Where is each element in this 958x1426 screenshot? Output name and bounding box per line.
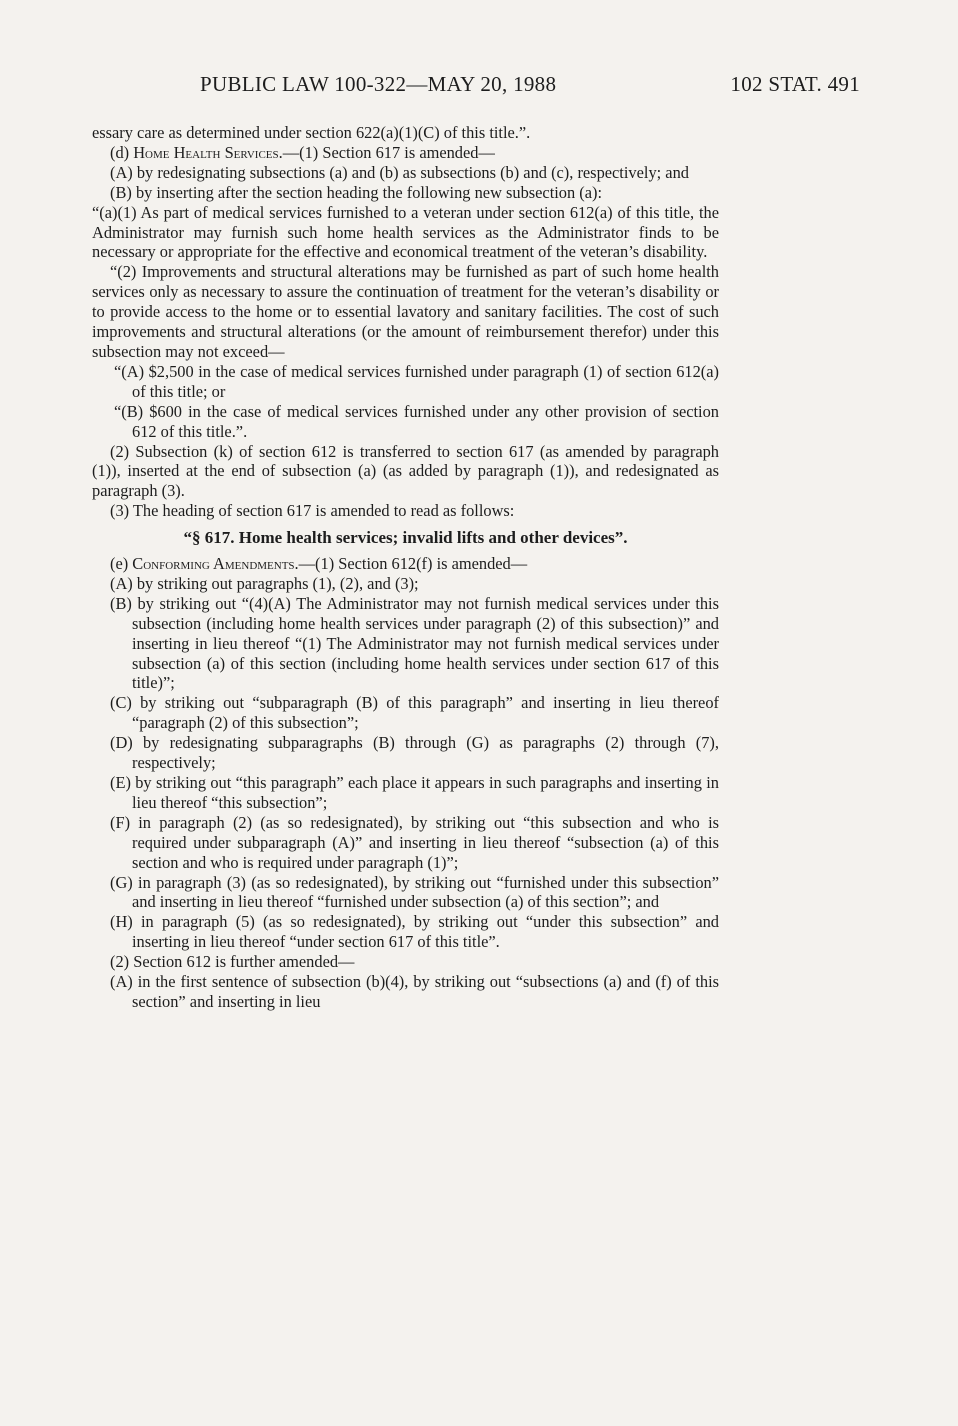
paragraph: (A) in the first sentence of subsection (b)(4), by striking out “subsections (a) and (f) of this section” and inserting in lieu xyxy=(110,972,719,1011)
document-body xyxy=(92,123,719,1012)
paragraph: (D) by redesignating subparagraphs (B) through (G) as paragraphs (2) through (7), respectively; xyxy=(110,733,719,773)
paragraph: (A) by redesignating subsections (a) and (b) as subsections (b) and (c), respectively; and xyxy=(110,162,689,182)
paragraph: (2) Subsection (k) of section 612 is transferred to section 617 (as amended by paragraph (1)), inserted at the end of subsection (a) (as added by paragraph (1)), and redesignated as paragraph (3). xyxy=(92,441,719,501)
paragraph: “(a)(1) As part of medical services furnished to a veteran under section 612(a) of this title, the Administrator may furnish such home health services as the Administrator finds to be necessary or appropriate for the effective and economical treatment of the veteran’s disability. xyxy=(92,202,719,262)
section-heading: “§ 617. Home health services; invalid lifts and other devices”. xyxy=(183,528,628,548)
paragraph: (F) in paragraph (2) (as so redesignated), by striking out “this subsection and who is required under subparagraph (A)” and inserting in lieu thereof “subsection (a) of this section and who is required under paragraph (1)”; xyxy=(110,812,719,872)
subsection-d: (d) Home Health Services.—(1) Section 617 is amended— xyxy=(110,142,495,162)
subsection-e: (e) Conforming Amendments.—(1) Section 612(f) is amended— xyxy=(110,554,528,574)
paragraph: (G) in paragraph (3) (as so redesignated), by striking out “furnished under this subsection” and inserting in lieu thereof “furnished under subsection (a) of this section”; and xyxy=(110,872,719,912)
header-page-number: 102 STAT. 491 xyxy=(730,72,860,96)
paragraph: (C) by striking out “subparagraph (B) of this paragraph” and inserting in lieu thereof “paragraph (2) of this subsection”; xyxy=(110,693,719,733)
page-header xyxy=(200,72,860,102)
paragraph: “(2) Improvements and structural alterations may be furnished as part of such home health services only as necessary to assure the continuation of treatment for the veteran’s disability or to provide access to the home or to essential lavatory and sanitary facilities. The cost of such improvements and structural alterations (or the amount of reimbursement therefor) under this subsection may not exceed— xyxy=(92,262,719,361)
paragraph: (2) Section 612 is further amended— xyxy=(110,952,355,972)
paragraph: (H) in paragraph (5) (as so redesignated), by striking out “under this subsection” and inserting in lieu thereof “under section 617 of this title”. xyxy=(110,912,719,952)
paragraph: “(A) $2,500 in the case of medical services furnished under paragraph (1) of section 612(a) of this title; or xyxy=(114,361,719,401)
subsection-heading: Home Health Services xyxy=(133,142,279,162)
paragraph: (B) by inserting after the section heading the following new subsection (a): xyxy=(110,182,603,202)
paragraph: “(B) $600 in the case of medical services furnished under any other provision of section 612 of this title.”. xyxy=(114,401,719,441)
subsection-heading: Conforming Amendments xyxy=(132,554,295,574)
header-title: PUBLIC LAW 100-322—MAY 20, 1988 xyxy=(200,72,557,96)
paragraph: (B) by striking out “(4)(A) The Administrator may not furnish medical services under this subsection (including home health services under paragraph (2) of this subsection)” and inserting in lieu thereof “(1) The Administrator may not furnish medical services under subsection (a) of this section (including home health services under section 617 of this title)”; xyxy=(110,593,719,693)
paragraph: (A) by striking out paragraphs (1), (2), and (3); xyxy=(110,573,419,593)
paragraph: (E) by striking out “this paragraph” each place it appears in such paragraphs and inserting in lieu thereof “this subsection”; xyxy=(110,773,719,812)
paragraph: essary care as determined under section 622(a)(1)(C) of this title.”. xyxy=(92,123,531,142)
paragraph: (3) The heading of section 617 is amended to read as follows: xyxy=(110,501,515,521)
